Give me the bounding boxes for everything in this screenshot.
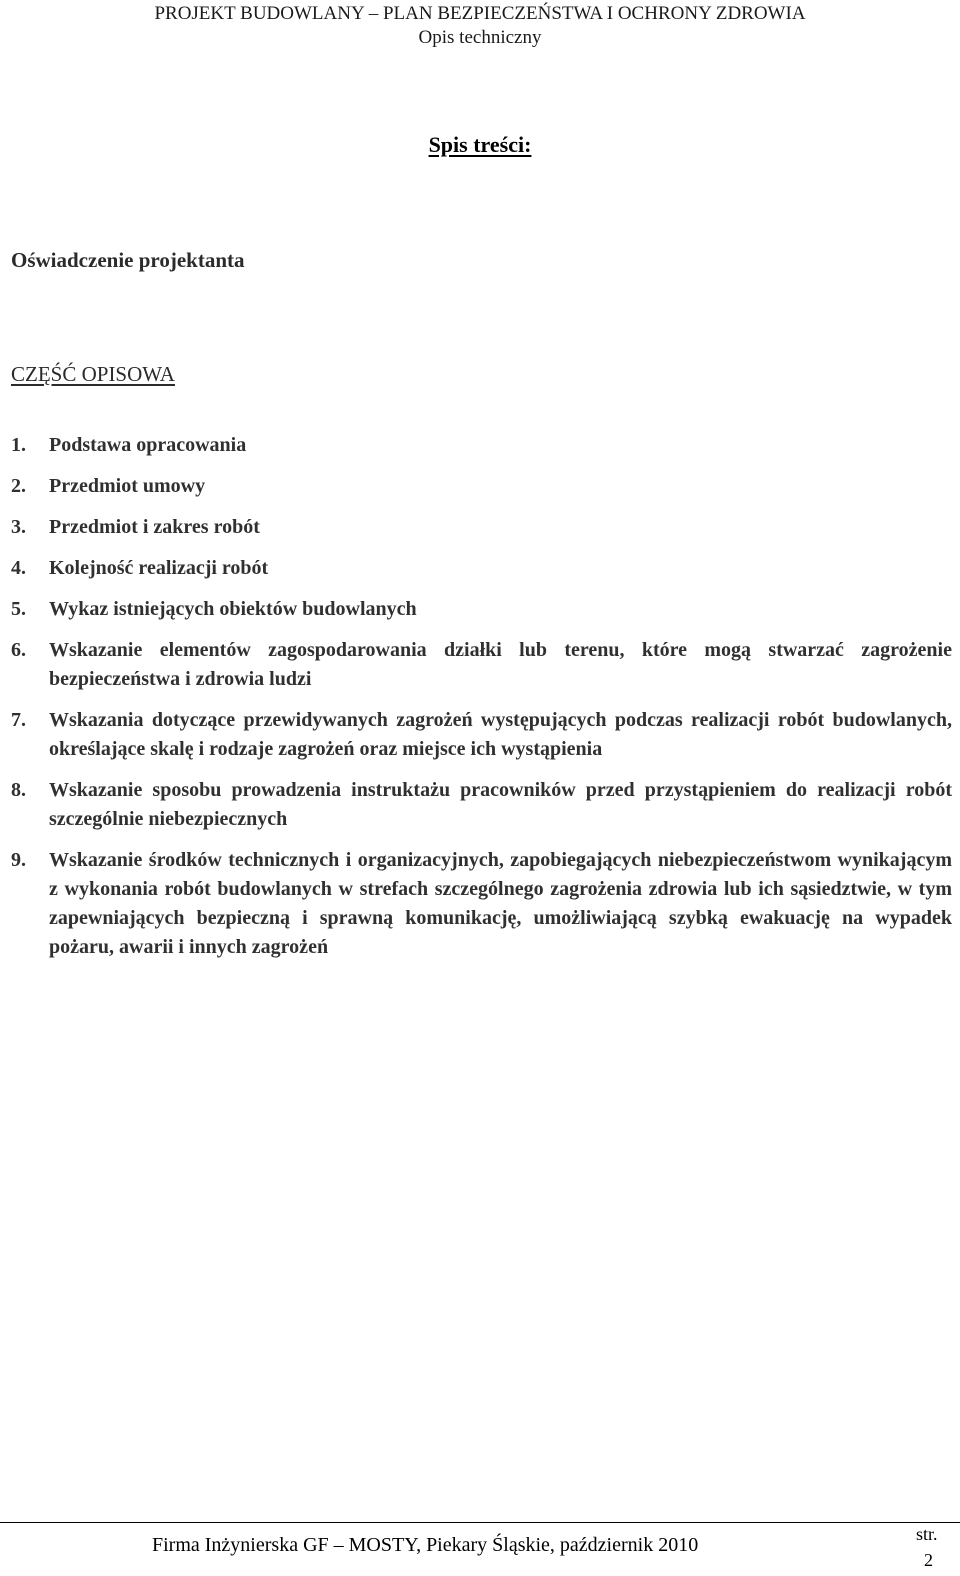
list-item-text: Kolejność realizacji robót bbox=[49, 557, 269, 579]
list-item-text: Przedmiot umowy bbox=[49, 475, 206, 497]
list-item bbox=[11, 513, 952, 542]
list-item-number: 1. bbox=[11, 434, 26, 456]
list-item bbox=[11, 776, 952, 834]
list-item-number: 7. bbox=[11, 709, 26, 731]
footer-company-line: Firma Inżynierska GF – MOSTY, Piekary Śląskie, październik 2010 bbox=[152, 1534, 699, 1556]
page-number: 2 bbox=[924, 1550, 933, 1570]
list-item bbox=[11, 431, 952, 460]
list-item-text: Przedmiot i zakres robót bbox=[49, 516, 260, 538]
list-item bbox=[11, 554, 952, 583]
list-item bbox=[11, 636, 952, 694]
list-item-number: 4. bbox=[11, 557, 26, 579]
header-project-title: PROJEKT BUDOWLANY – PLAN BEZPIECZEŃSTWA I OCHRONY ZDROWIA bbox=[154, 3, 806, 24]
list-item-text: Podstawa opracowania bbox=[49, 434, 247, 456]
footer-divider bbox=[0, 1522, 960, 1523]
list-item-text: Wskazanie środków technicznych i organizacyjnych, zapobiegających niebezpieczeństwom wynikającym z wykonania robót budowlanych w strefach szczególnego zagrożenia zdrowia lub ich sąsiedztwie, w tym zapewniających bezpieczną i sprawną komunikację, umożliwiającą szybką ewakuację na wypadek pożaru, awarii i innych zagrożeń bbox=[49, 849, 952, 958]
list-item-number: 2. bbox=[11, 475, 26, 497]
list-item-text: Wskazanie sposobu prowadzenia instruktażu pracowników przed przystąpieniem do realizacji robót szczególnie niebezpiecznych bbox=[49, 779, 952, 830]
toc-list bbox=[11, 431, 952, 974]
list-item-text: Wskazania dotyczące przewidywanych zagrożeń występujących podczas realizacji robót budowlanych, określające skalę i rodzaje zagrożeń oraz miejsce ich wystąpienia bbox=[49, 709, 952, 760]
list-item-number: 8. bbox=[11, 779, 26, 801]
list-item-text: Wskazanie elementów zagospodarowania działki lub terenu, które mogą stwarzać zagrożenie bezpieczeństwa i zdrowia ludzi bbox=[49, 639, 952, 690]
header-subtitle: Opis techniczny bbox=[418, 27, 542, 48]
list-item-number: 5. bbox=[11, 598, 26, 620]
list-item-number: 3. bbox=[11, 516, 26, 538]
list-item bbox=[11, 595, 952, 624]
list-item-text: Wykaz istniejących obiektów budowlanych bbox=[49, 598, 417, 620]
list-item bbox=[11, 846, 952, 962]
toc-title: Spis treści: bbox=[428, 132, 532, 157]
page-number-label: str. bbox=[916, 1524, 938, 1544]
toc-entry-statement: Oświadczenie projektanta bbox=[11, 248, 245, 272]
page-header bbox=[0, 0, 960, 50]
list-item bbox=[11, 706, 952, 764]
list-item bbox=[11, 472, 952, 501]
list-item-number: 9. bbox=[11, 849, 26, 871]
list-item-number: 6. bbox=[11, 639, 26, 661]
toc-part-title: CZĘŚĆ OPISOWA bbox=[11, 362, 175, 386]
